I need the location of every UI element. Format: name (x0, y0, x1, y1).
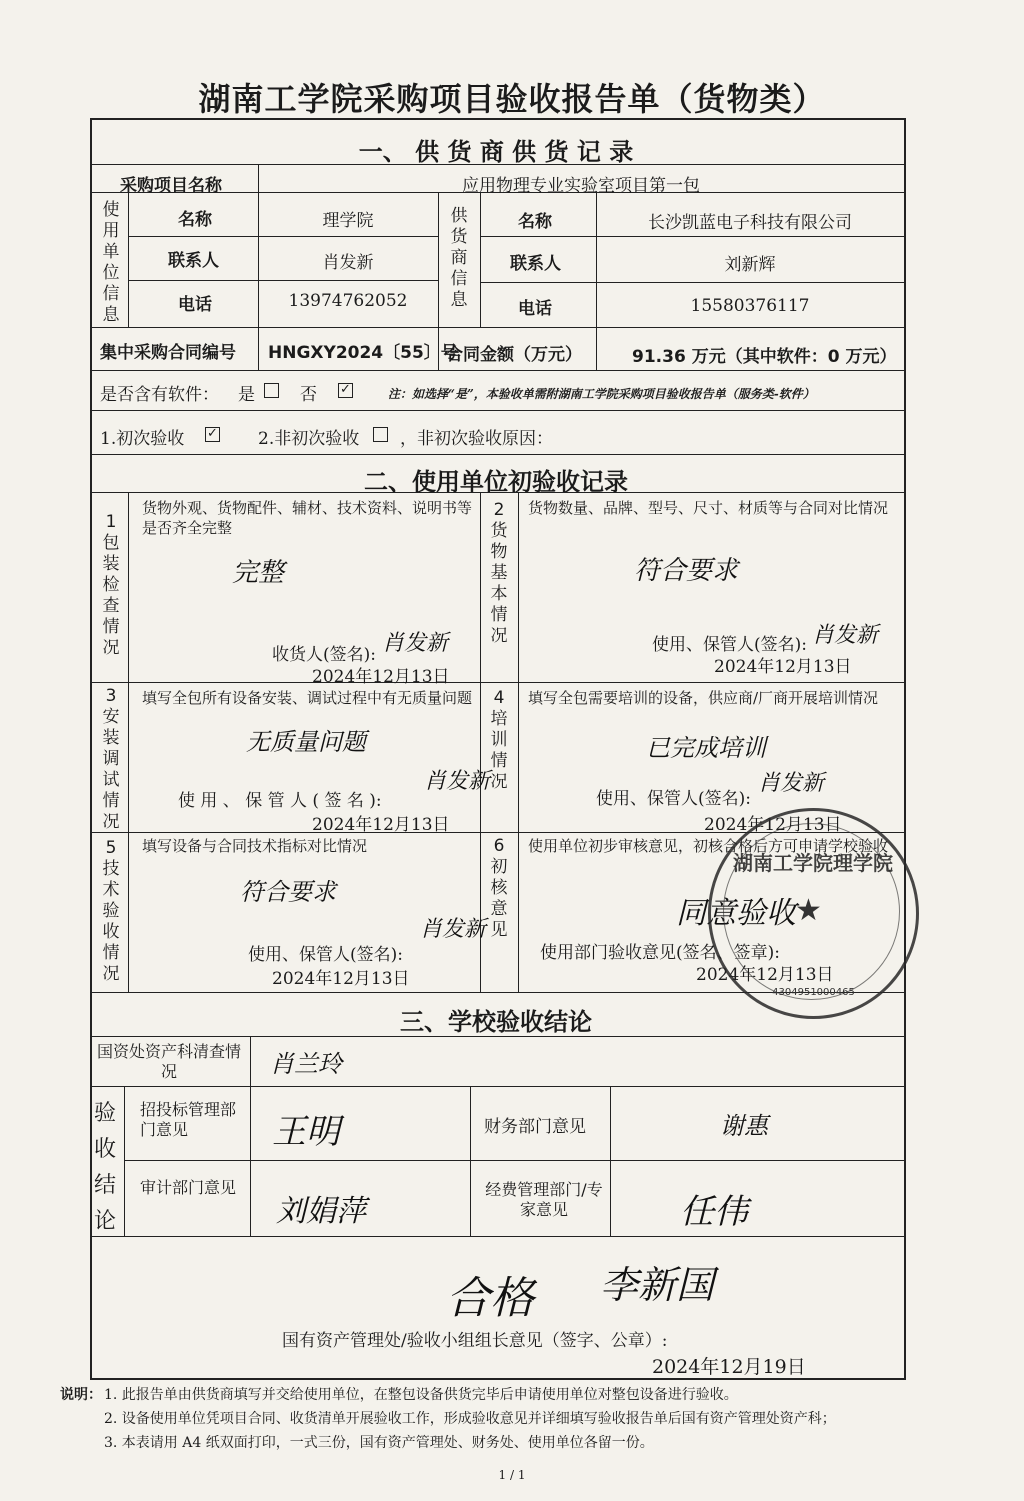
cell1-handwriting: 完整 (232, 558, 285, 588)
cell1-sign-label: 收货人(签名): (272, 645, 376, 665)
user-unit-label: 使用单位信息 (102, 200, 120, 325)
cell4-signature: 肖发新 (758, 771, 825, 796)
cell1-side-label: 1 包装检查情况 (102, 512, 120, 658)
cell3-handwriting: 无质量问题 (246, 728, 366, 756)
seal-number: 4304951000465 (772, 987, 855, 998)
project-value: 应用物理专业实验室项目第一包 (462, 176, 700, 196)
amount-label: 合同金额（万元） (446, 345, 582, 365)
non-first-accept-checkbox[interactable] (373, 427, 388, 442)
cell6-date: 2024年12月13日 (696, 965, 834, 985)
non-first-reason-label: ，非初次验收原因： (400, 429, 553, 449)
seal-text: 湖南工学院理学院 (733, 851, 893, 875)
cell4-sign-label: 使用、保管人(签名): (596, 789, 751, 809)
page-title: 湖南工学院采购项目验收报告单（货物类） (198, 80, 826, 118)
leader-signature: 李新国 (600, 1263, 715, 1307)
asset-check-signature: 肖兰玲 (270, 1050, 342, 1078)
bid-dept-signature: 王明 (272, 1112, 340, 1152)
cell5-handwriting: 符合要求 (240, 878, 336, 906)
cell6-desc: 使用单位初步审核意见，初核合格后方可申请学校验收 (528, 837, 889, 855)
software-no-label: 否 (300, 385, 317, 405)
first-accept-checkbox[interactable]: ✓ (205, 427, 220, 442)
conclusion-handwriting: 合格 (446, 1273, 534, 1324)
software-yes-checkbox[interactable] (264, 383, 279, 398)
note-item-3: 3. 本表请用 A4 纸双面打印，一式三份，国有资产管理处、财务处、使用单位各留一份。 (104, 1435, 654, 1451)
cell2-desc: 货物数量、品牌、型号、尺寸、材质等与合同对比情况 (528, 499, 889, 517)
notes-label: 说明： (60, 1387, 102, 1403)
note-item-1: 1. 此报告单由供货商填写并交给使用单位，在整包设备供货完毕后申请使用单位对整包设备进行验收。 (104, 1387, 738, 1403)
cell5-side-label: 5 技术验收情况 (102, 838, 120, 984)
page-number: 1 / 1 (498, 1468, 526, 1482)
cell1-date: 2024年12月13日 (312, 667, 450, 687)
note-item-2: 2. 设备使用单位凭项目合同、收货清单开展验收工作，形成验收意见并详细填写验收报告单后国有资产管理处资产科； (104, 1411, 836, 1427)
user-contact-value: 肖发新 (322, 253, 374, 273)
cell5-signature: 肖发新 (420, 917, 487, 942)
cell2-handwriting: 符合要求 (634, 556, 739, 586)
audit-dept-signature: 刘娟萍 (276, 1194, 366, 1229)
user-name-value: 理学院 (322, 211, 374, 231)
user-name-label: 名称 (178, 210, 212, 230)
cell3-side-label: 3 安装调试情况 (102, 686, 120, 832)
cell3-date: 2024年12月13日 (312, 815, 450, 835)
cell3-signature: 肖发新 (424, 769, 491, 794)
final-date: 2024年12月19日 (652, 1356, 806, 1378)
cell3-sign-label: 使 用 、 保 管 人 ( 签 名 ): (178, 791, 382, 811)
supplier-name-value: 长沙凯蓝电子科技有限公司 (648, 213, 852, 233)
cell6-side-label: 6 初核意见 (490, 836, 508, 940)
software-note: 注：如选择“是”，本验收单需附湖南工学院采购项目验收报告单（服务类-软件） (388, 387, 815, 401)
amount-value: 91.36 万元（其中软件：0 万元） (632, 347, 897, 367)
cell1-desc: 货物外观、货物配件、辅材、技术资料、说明书等是否齐全完整 (142, 499, 473, 537)
supplier-label: 供货商信息 (450, 206, 468, 310)
seal-star-icon: ★ (795, 893, 822, 928)
finance-dept-signature: 谢惠 (720, 1112, 768, 1140)
first-accept-label: 1.初次验收 (100, 429, 185, 449)
cell4-side-label: 4 培训情况 (490, 688, 508, 792)
project-label: 采购项目名称 (120, 176, 222, 196)
cell4-date: 2024年12月13日 (704, 815, 842, 835)
software-yes-label: 是 (238, 385, 255, 405)
supplier-name-label: 名称 (518, 212, 552, 232)
supplier-phone-value: 15580376117 (690, 296, 810, 316)
cell5-desc: 填写设备与合同技术指标对比情况 (142, 837, 368, 855)
supplier-contact-label: 联系人 (510, 254, 561, 274)
official-seal (708, 808, 919, 1019)
non-first-accept-label: 2.非初次验收 (258, 429, 360, 449)
cell6-sign-label: 使用部门验收意见(签名、签章): (540, 943, 780, 963)
supplier-phone-label: 电话 (518, 299, 552, 319)
software-no-checkbox[interactable]: ✓ (338, 383, 353, 398)
software-label: 是否含有软件： (100, 385, 219, 405)
cell2-side-label: 2 货物基本情况 (490, 500, 508, 646)
fund-dept-signature: 任伟 (680, 1192, 748, 1232)
cell1-signature: 肖发新 (382, 631, 449, 656)
user-phone-value: 13974762052 (288, 291, 408, 311)
section2-heading: 二、使用单位初验收记录 (364, 468, 628, 496)
cell5-date: 2024年12月13日 (272, 969, 410, 989)
conclusion-side-label: 验收结论 (93, 1101, 116, 1234)
cell6-handwriting: 同意验收 (676, 896, 796, 931)
supplier-contact-value: 刘新辉 (724, 255, 776, 275)
user-phone-label: 电话 (178, 295, 212, 315)
section3-heading: 三、学校验收结论 (400, 1008, 592, 1036)
user-contact-label: 联系人 (168, 251, 219, 271)
cell3-desc: 填写全包所有设备安装、调试过程中有无质量问题 (142, 689, 473, 707)
asset-check-label: 国资处资产科清查情况 (96, 1042, 241, 1081)
cell2-signature: 肖发新 (812, 623, 879, 648)
contract-no-value: HNGXY2024〔55〕号 (268, 343, 458, 363)
fund-dept-label: 经费管理部门/专家意见 (485, 1180, 603, 1219)
cell2-date: 2024年12月13日 (714, 657, 852, 677)
leader-label: 国有资产管理处/验收小组组长意见（签字、公章）: (282, 1331, 668, 1351)
cell2-sign-label: 使用、保管人(签名): (652, 635, 807, 655)
bid-dept-label: 招投标管理部门意见 (140, 1100, 237, 1139)
finance-dept-label: 财务部门意见 (484, 1117, 586, 1137)
contract-no-label: 集中采购合同编号 (100, 343, 236, 363)
audit-dept-label: 审计部门意见 (140, 1178, 237, 1197)
cell4-desc: 填写全包需要培训的设备，供应商/厂商开展培训情况 (528, 689, 879, 707)
cell5-sign-label: 使用、保管人(签名): (248, 945, 403, 965)
cell4-handwriting: 已完成培训 (646, 734, 766, 762)
section1-heading: 一、 供 货 商 供 货 记 录 (358, 138, 634, 166)
